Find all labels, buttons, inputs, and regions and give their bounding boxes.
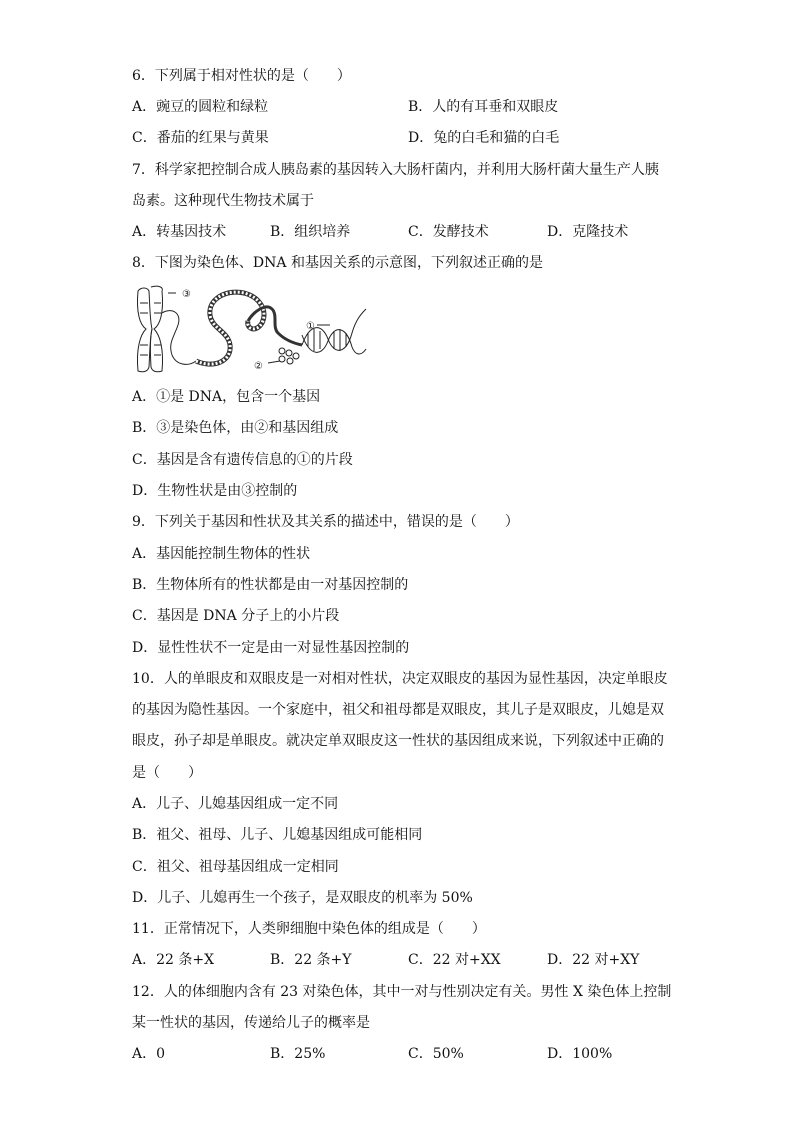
question-8-stem: 8．下图为染色体、DNA 和基因关系的示意图，下列叙述正确的是 [132, 255, 543, 271]
question-9-stem: 9．下列关于基因和性状及其关系的描述中，错误的是（ ） [132, 514, 519, 530]
question-10-stem-line-4: 是（ ） [132, 765, 202, 781]
question-12-option-a: A．0 [132, 1046, 166, 1062]
question-6-option-c: C．番茄的红果与黄果 [132, 130, 269, 146]
question-10-option-c: C．祖父、祖母基因组成一定相同 [132, 859, 339, 875]
chromosome-dna-diagram-svg [132, 283, 368, 375]
question-11-option-c: C．22 对+XX [408, 952, 501, 968]
question-7-option-c: C．发酵技术 [408, 224, 489, 240]
question-8-option-d: D．生物性状是由③控制的 [132, 483, 298, 499]
question-8-option-b: B．③是染色体，由②和基因组成 [132, 420, 339, 436]
question-6-stem: 6．下列属于相对性状的是（ ） [132, 68, 351, 84]
question-7-option-d: D．克隆技术 [547, 224, 629, 240]
figure-label-2: ② [254, 361, 263, 372]
question-7-stem-line-1: 7．科学家把控制合成人胰岛素的基因转入大肠杆菌内，并利用大肠杆菌大量生产人胰 [132, 162, 659, 178]
question-10-option-b: B．祖父、祖母、儿子、儿媳基因组成可能相同 [132, 827, 423, 843]
question-11-option-d: D．22 对+XY [547, 952, 640, 968]
question-8-option-a: A．①是 DNA，包含一个基因 [132, 389, 321, 405]
question-9-option-b: B．生物体所有的性状都是由一对基因控制的 [132, 577, 409, 593]
question-8-option-c: C．基因是含有遗传信息的①的片段 [132, 452, 353, 468]
question-10-option-d: D．儿子、儿媳再生一个孩子，是双眼皮的机率为 50% [132, 890, 473, 906]
chromosome-dna-gene-diagram [132, 283, 368, 375]
question-7-stem-line-2: 岛素。这种现代生物技术属于 [132, 193, 314, 209]
question-10-stem-line-3: 眼皮，孙子却是单眼皮。就决定单双眼皮这一性状的基因组成来说，下列叙述中正确的 [132, 733, 664, 749]
question-12-option-d: D．100% [547, 1046, 613, 1062]
question-12-stem-line-2: 某一性状的基因，传递给儿子的概率是 [132, 1015, 370, 1031]
question-9-option-a: A．基因能控制生物体的性状 [132, 546, 311, 562]
question-11-stem: 11．正常情况下，人类卵细胞中染色体的组成是（ ） [132, 921, 486, 937]
question-6-option-b: B．人的有耳垂和双眼皮 [408, 99, 559, 115]
figure-label-1: ① [306, 321, 315, 332]
question-12-option-b: B．25% [270, 1046, 326, 1062]
question-11-option-a: A．22 条+X [132, 952, 215, 968]
question-9-option-d: D．显性性状不一定是由一对显性基因控制的 [132, 640, 410, 656]
question-6-option-d: D．兔的白毛和猫的白毛 [408, 130, 560, 146]
question-11-option-b: B．22 条+Y [270, 952, 352, 968]
question-10-stem-line-2: 的基因为隐性基因。一个家庭中，祖父和祖母都是双眼皮，其儿子是双眼皮，儿媳是双 [132, 702, 664, 718]
question-12-stem-line-1: 12．人的体细胞内含有 23 对染色体，其中一对与性别决定有关。男性 X 染色体上控制 [132, 984, 672, 1000]
question-7-option-b: B．组织培养 [270, 224, 351, 240]
question-12-option-c: C．50% [408, 1046, 464, 1062]
question-10-stem-line-1: 10．人的单眼皮和双眼皮是一对相对性状，决定双眼皮的基因为显性基因，决定单眼皮 [132, 671, 668, 687]
figure-label-3: ③ [182, 289, 191, 300]
question-9-option-c: C．基因是 DNA 分子上的小片段 [132, 608, 340, 624]
question-7-option-a: A．转基因技术 [132, 224, 227, 240]
question-10-option-a: A．儿子、儿媳基因组成一定不同 [132, 796, 339, 812]
question-6-option-a: A．豌豆的圆粒和绿粒 [132, 99, 269, 115]
